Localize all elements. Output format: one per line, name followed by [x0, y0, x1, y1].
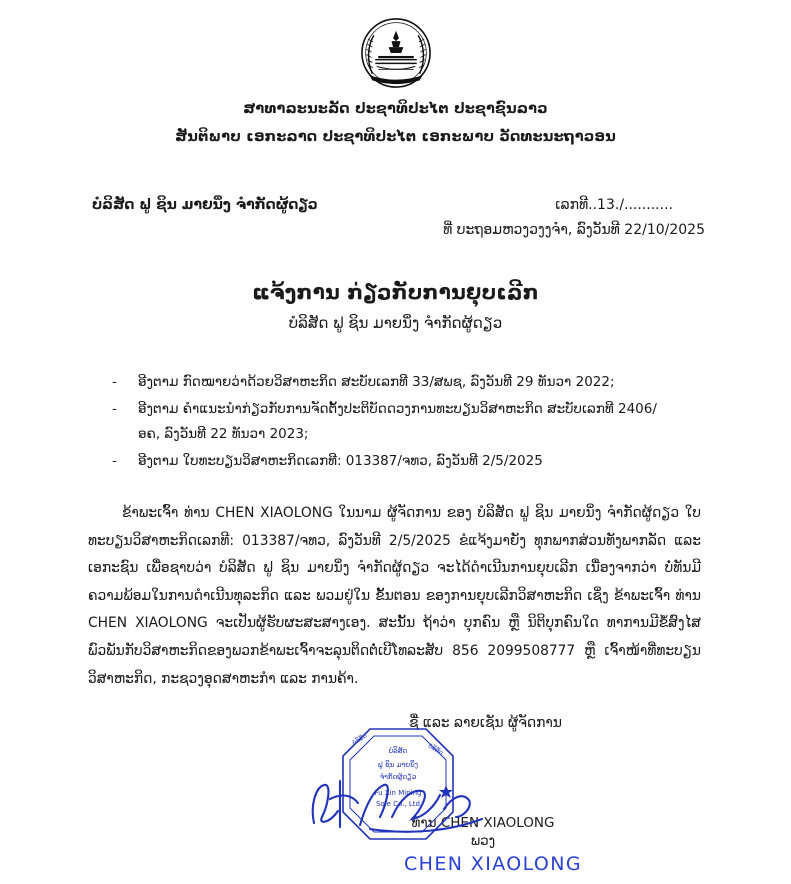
reference-company-name: ບໍລິສັດ ຟູ ຊິນ ມາຍນິ່ງ ຈຳກັດຜູ້ດຽວ: [92, 197, 318, 214]
svg-text:ບໍລິສັດ: ບໍລິສັດ: [427, 742, 445, 757]
signatory-name: ທ່ານ CHEN XIAOLONG: [411, 815, 555, 832]
list-item-text: ອີງຕາມ ກົດໝາຍວ່າດ້ວຍວິສາຫະກິດ ສະບັບເລກທີ 33/ສພຊ, ລົງວັນທີ 29 ທັນວາ 2022;: [138, 374, 615, 391]
list-item-text: ອີງຕາມ ຄຳແນະນຳກ່ຽວກັບການຈັດຕັ້ງປະຕິບັດດວງການທະບຽນວິສາຫະກິດ ສະບັບເລກທີ 2406/ອຄ, ລົງວັນທີ 22 ທັນວາ 2023;: [138, 401, 657, 443]
header-country-line: ສາທາລະນະລັດ ປະຊາທິປະໄຕ ປະຊາຊົນລາວ: [243, 101, 548, 117]
document-header: [60, 96, 731, 151]
svg-text:ຈຳກັດຜູ້ດຽວ: ຈຳກັດຜູ້ດຽວ: [379, 773, 417, 782]
svg-text:Sole Co., Ltd: Sole Co., Ltd: [375, 800, 421, 809]
signatory-printed-name: CHEN XIAOLONG: [403, 853, 583, 876]
svg-text:ບໍລິສັດ: ບໍລິສັດ: [351, 732, 369, 747]
list-item: [112, 449, 671, 474]
page-title: ແຈ້ງການ ກ່ຽວກັບການຍຸບເລີກ: [252, 280, 539, 305]
bullet-dash-icon: -: [112, 374, 117, 391]
header-motto-line: ສັນຕິພາບ ເອກະລາດ ປະຊາທິປະໄຕ ເອກະພາບ ວັດທະນະຖາວອນ: [175, 128, 616, 145]
body-paragraph-text: ຂ້າພະເຈົ້າ ທ່ານ CHEN XIAOLONG ໃນນາມ ຜູ້ຈັດການ ຂອງ ບໍລິສັດ ຟູ ຊິນ ມາຍນິ່ງ ຈຳກັດຜູ້ດຽວ ໃບທະບຽນວິສາຫະກິດເລກທີ: 013387/ຈທວ, ລົງວັນທີ 2/5/2025 ຂໍແຈ້ງມາຍັງ ທຸກພາກສ່ວນທັງພາກລັດ ແລະ ເອກະຊົນ ເພື່ອຊາບວ່າ ບໍລິສັດ ຟູ ຊິນ ມາຍນິ່ງ ຈຳກັດຜູ້ດຽວ ຈະໄດ້ດຳເນີນການຍຸບເລີກ ເນື່ອງຈາກວ່າ ບໍ່ທັນມີຄວາມພ້ອມໃນການດຳເນີນທຸລະກິດ ແລະ ພວມຢູ່ໃນ ຂັ້ນຕອນ ຂອງການຍຸບເລີກວິສາຫະກິດ ເຊິ່ງ ຂ້າພະເຈົ້າ ທ່ານ CHEN XIAOLONG ຈະເປັນຜູ້ຮັບຜະສະສາງເອງ. ສະນັ້ນ ຖ້າວ່າ ບຸກຄົນ ຫຼື ນິຕິບຸກຄົນໃດ ທາການມີຂໍ້ສົງໄສພົວພັນກັບວິສາຫະກິດຂອງພວກຂ້າພະເຈົ້າຈະລຸນຕິດຕໍ່ເບີໂທລະສັບ 856 2099508777 ຫຼື ເຈົ້າໜ້າທີ່ທະບຽນ ວິສາຫະກິດ, ກະຊວງອຸດສາຫະກຳ ແລະ ການຄ້າ.: [88, 504, 701, 687]
lao-national-emblem-icon: [359, 16, 433, 90]
svg-text:Fu Xin Mining: Fu Xin Mining: [374, 789, 422, 798]
list-item: [112, 397, 671, 447]
reference-number: ເລກທີ..13./...........: [555, 197, 673, 214]
reference-place-date: ທີ່ ບະຖອມຫວງວງງຈຳ, ລົງວັນທີ 22/10/2025: [443, 222, 705, 239]
svg-text:ບໍລິສັດ: ບໍລິສັດ: [388, 747, 408, 756]
signature-label: ຊື່ ແລະ ລາຍເຊັນ ຜູ້ຈັດການ: [409, 715, 562, 732]
legal-basis-list: [60, 370, 731, 474]
bullet-dash-icon: -: [112, 453, 117, 469]
list-item-text: ອີງຕາມ ໃບທະບຽນວິສາຫະກິດເລກທີ: 013387/ຈທວ, ລົງວັນທີ 2/5/2025: [138, 453, 543, 469]
list-item: [112, 370, 671, 395]
emblem-container: [60, 0, 731, 90]
signatory-position: ພວງ: [470, 833, 496, 850]
body-paragraph: [60, 500, 731, 693]
title-block: [60, 280, 731, 332]
signature-block: [60, 715, 731, 875]
bullet-dash-icon: -: [112, 401, 117, 418]
page-subtitle: ບໍລິສັດ ຟູ ຊິນ ມາຍນິ່ງ ຈຳກັດຜູ້ດຽວ: [288, 314, 503, 333]
reference-row: [60, 197, 731, 213]
svg-text:ຟູ ຊິນ ມາຍນິ່ງ: ຟູ ຊິນ ມາຍນິ່ງ: [377, 761, 419, 770]
